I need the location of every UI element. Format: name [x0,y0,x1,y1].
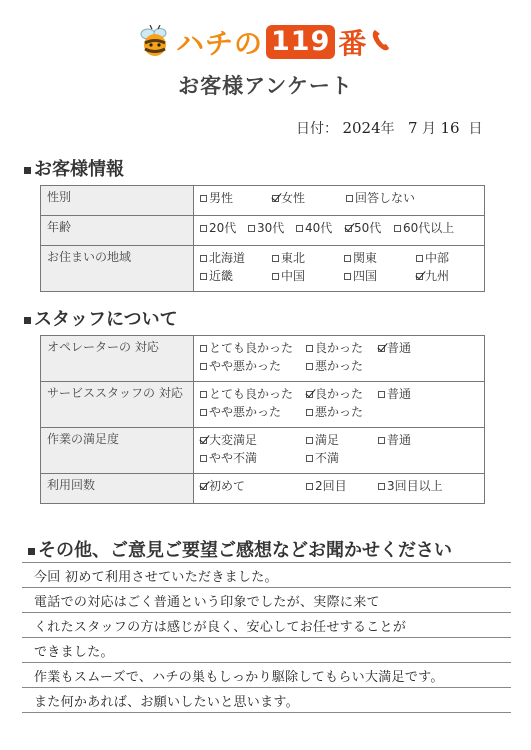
date-day-unit: 日 [468,121,483,137]
row-label: 利用回数 [41,474,194,504]
comment-line: 今回 初めて利用させていただきました。 [34,570,278,585]
checkbox[interactable] [306,363,313,370]
date-label: 日付： [296,121,338,137]
bullet-square-icon [28,548,35,555]
checkbox[interactable] [416,255,423,262]
row-region [41,246,485,292]
option-label: 関東 [353,251,378,265]
option-very-satisfied[interactable] [200,432,304,448]
brand-number: 119 [266,25,335,59]
checkbox[interactable] [200,195,207,202]
checkbox-checked[interactable] [306,391,313,398]
staff-table [40,335,485,504]
option-label: 50代 [354,221,382,235]
comment-line: 電話での対応はごく普通という印象でしたが、実際に来て [34,595,380,610]
comment-line: できました。 [34,645,114,660]
row-options [194,336,485,382]
option-label: とても良かった [209,341,294,355]
row-usage-count [41,474,485,504]
option-very-good[interactable] [200,386,304,402]
checkbox[interactable] [200,455,207,462]
option-dissatisfied[interactable] [306,450,376,466]
option-label: 3回目以上 [387,479,443,493]
checkbox-checked[interactable] [378,345,385,352]
checkbox[interactable] [306,437,313,444]
page-title: お客様アンケート [178,74,353,98]
option-kyushu[interactable] [416,268,478,284]
option-kanto[interactable] [344,250,414,266]
option-somewhat-dissatisfied[interactable] [200,450,304,466]
row-options [194,382,485,428]
brand-name [176,22,367,62]
comment-line: また何かあれば、お願いしたいと思います。 [34,695,299,710]
option-kinki[interactable] [200,268,270,284]
option-label: 九州 [425,269,450,283]
option-label: 女性 [281,191,306,205]
option-label: 20代 [209,221,237,235]
option-label: 四国 [353,269,378,283]
checkbox[interactable] [272,255,279,262]
option-label: 普通 [387,387,412,401]
checkbox[interactable] [394,225,401,232]
option-third-plus[interactable] [378,478,478,494]
section-staff-title [24,305,178,331]
survey-date [296,118,482,138]
checkbox[interactable] [306,455,313,462]
comment-rule [22,612,511,613]
section-customer-label: お客様情報 [34,159,124,180]
option-label: 満足 [315,433,340,447]
checkbox[interactable] [200,391,207,398]
option-no-answer[interactable] [346,190,478,206]
option-hokkaido[interactable] [200,250,270,266]
checkbox[interactable] [200,409,207,416]
checkbox-checked[interactable] [416,273,423,280]
checkbox[interactable] [200,255,207,262]
option-normal[interactable] [378,432,478,448]
checkbox[interactable] [378,437,385,444]
row-options [194,216,485,246]
row-options [194,246,485,292]
section-staff-label: スタッフについて [34,309,178,330]
checkbox[interactable] [306,409,313,416]
row-label: オペレーターの 対応 [41,336,194,382]
option-30s[interactable] [248,220,294,236]
checkbox[interactable] [306,483,313,490]
option-label: やや不満 [209,451,258,465]
section-comments-label: その他、ご意見ご要望ご感想などお聞かせください [38,540,452,561]
checkbox[interactable] [200,363,207,370]
comment-line: くれたスタッフの方は感じが良く、安心してお任せすることが [34,620,407,635]
bee-icon [138,25,172,59]
option-label: 2回目 [315,479,347,493]
option-label: 悪かった [315,359,364,373]
date-month-unit: 月 [422,121,436,137]
checkbox[interactable] [378,483,385,490]
option-label: 30代 [257,221,285,235]
section-comments-title [28,536,452,562]
option-label: 60代以上 [403,221,455,235]
brand-text: ハチの [176,27,264,60]
comment-rule [22,662,511,663]
option-label: 男性 [209,191,234,205]
row-operator [41,336,485,382]
checkbox[interactable] [200,273,207,280]
option-somewhat-bad[interactable] [200,358,304,374]
option-label: 東北 [281,251,306,265]
option-label: 悪かった [315,405,364,419]
row-label: 年齢 [41,216,194,246]
option-40s[interactable] [296,220,343,236]
date-year: 2024 [342,119,381,137]
comment-rule [22,687,511,688]
option-tohoku[interactable] [272,250,342,266]
row-options [194,474,485,504]
checkbox[interactable] [378,391,385,398]
option-normal[interactable] [378,340,478,356]
checkbox[interactable] [248,225,255,232]
row-label: 性別 [41,186,194,216]
checkbox-checked[interactable] [272,195,279,202]
option-satisfied[interactable] [306,432,376,448]
comment-rule [22,712,511,713]
checkbox[interactable] [200,225,207,232]
option-label: 初めて [209,479,246,493]
option-first-time[interactable] [200,478,304,494]
checkbox-checked[interactable] [345,225,352,232]
checkbox-checked[interactable] [200,437,207,444]
checkbox[interactable] [344,273,351,280]
option-label: 中部 [425,251,450,265]
option-label: 近畿 [209,269,234,283]
row-age [41,216,485,246]
comment-rule [22,562,511,563]
row-label: サービススタッフの 対応 [41,382,194,428]
option-somewhat-bad[interactable] [200,404,304,420]
option-label: 良かった [315,387,364,401]
checkbox[interactable] [306,345,313,352]
row-options [194,186,485,216]
option-male[interactable] [200,190,270,206]
row-options [194,428,485,474]
row-gender [41,186,485,216]
option-bad[interactable] [306,358,376,374]
comment-line: 作業もスムーズで、ハチの巣もしっかり駆除してもらい大満足です。 [34,670,444,685]
option-second-time[interactable] [306,478,376,494]
checkbox-checked[interactable] [200,483,207,490]
row-satisfaction [41,428,485,474]
option-very-good[interactable] [200,340,304,356]
option-label: とても良かった [209,387,294,401]
option-label: 中国 [281,269,306,283]
option-chubu[interactable] [416,250,478,266]
option-20s[interactable] [200,220,246,236]
option-label: 普通 [387,341,412,355]
date-day: 16 [440,119,460,137]
checkbox[interactable] [200,345,207,352]
checkbox[interactable] [346,195,353,202]
option-bad[interactable] [306,404,376,420]
section-customer-title [24,155,124,181]
option-label: やや悪かった [209,359,282,373]
option-label: 40代 [305,221,333,235]
bullet-square-icon [24,317,31,324]
option-label: 北海道 [209,251,246,265]
option-50s[interactable] [345,220,392,236]
option-chugoku[interactable] [272,268,342,284]
option-label: 良かった [315,341,364,355]
customer-info-table [40,185,485,292]
option-label: やや悪かった [209,405,282,419]
row-label: お住まいの地域 [41,246,194,292]
comment-rule [22,587,511,588]
date-year-unit: 年 [380,121,395,137]
checkbox[interactable] [344,255,351,262]
bullet-square-icon [24,167,31,174]
brand-suffix: 番 [338,27,368,60]
row-label: 作業の満足度 [41,428,194,474]
row-service-staff [41,382,485,428]
option-good[interactable] [306,340,376,356]
option-good[interactable] [306,386,376,402]
comment-rule [22,637,511,638]
checkbox[interactable] [296,225,303,232]
option-label: 不満 [315,451,340,465]
option-label: 回答しない [355,191,416,205]
option-female[interactable] [272,190,344,206]
option-normal[interactable] [378,386,478,402]
phone-icon [371,28,391,56]
checkbox[interactable] [272,273,279,280]
option-60s-plus[interactable] [394,220,478,236]
option-label: 普通 [387,433,412,447]
logo [138,20,398,64]
option-shikoku[interactable] [344,268,414,284]
date-month: 7 [408,119,418,137]
option-label: 大変満足 [209,433,258,447]
